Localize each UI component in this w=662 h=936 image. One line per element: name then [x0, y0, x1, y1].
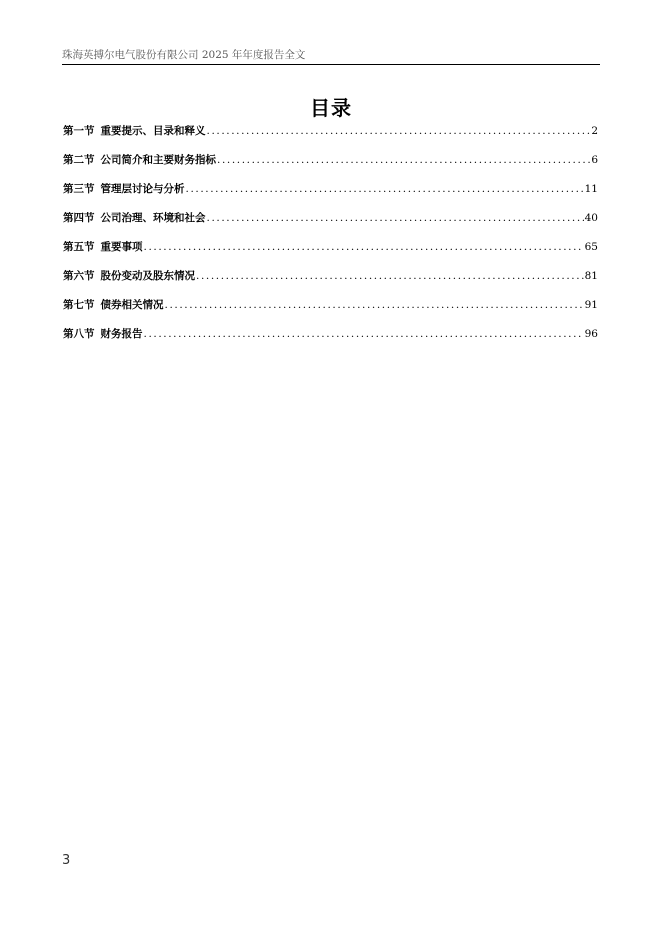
toc-page-number: 40 — [584, 212, 598, 224]
table-of-contents — [63, 123, 598, 355]
toc-entry[interactable] — [63, 268, 598, 297]
toc-page-number: 6 — [591, 154, 598, 166]
toc-dot-leader — [196, 270, 584, 282]
toc-dot-leader — [207, 212, 584, 224]
toc-dot-leader — [186, 183, 584, 195]
toc-entry[interactable] — [63, 297, 598, 326]
toc-page-number: 91 — [584, 299, 598, 311]
toc-entry[interactable] — [63, 123, 598, 152]
toc-entry-title: 财务报告 — [100, 328, 143, 340]
toc-entry[interactable] — [63, 152, 598, 181]
toc-entry-title: 债券相关情况 — [100, 299, 164, 311]
toc-entry-title: 公司治理、环境和社会 — [100, 212, 206, 224]
toc-section-label: 第六节 — [63, 270, 95, 282]
toc-entry-title: 重要事项 — [100, 241, 143, 253]
toc-dot-leader — [144, 241, 584, 253]
toc-dot-leader — [217, 154, 590, 166]
toc-entry-title: 重要提示、目录和释义 — [100, 125, 206, 137]
toc-page-number: 96 — [584, 328, 598, 340]
toc-dot-leader — [165, 299, 584, 311]
toc-page-number: 2 — [591, 125, 598, 137]
toc-section-label: 第二节 — [63, 154, 95, 166]
toc-section-label: 第八节 — [63, 328, 95, 340]
header-text: 珠海英搏尔电气股份有限公司 2025 年年度报告全文 — [62, 49, 306, 61]
toc-entry[interactable] — [63, 210, 598, 239]
toc-section-label: 第五节 — [63, 241, 95, 253]
toc-page-number: 81 — [584, 270, 598, 282]
toc-entry[interactable] — [63, 239, 598, 268]
toc-entry-title: 管理层讨论与分析 — [100, 183, 185, 195]
toc-dot-leader — [144, 328, 584, 340]
page-title: 目录 — [310, 96, 352, 120]
toc-entry-title: 公司简介和主要财务指标 — [100, 154, 216, 166]
toc-page-number: 11 — [584, 183, 598, 195]
page-footer-number: 3 — [62, 853, 71, 868]
toc-section-label: 第四节 — [63, 212, 95, 224]
toc-entry-title: 股份变动及股东情况 — [100, 270, 195, 282]
toc-section-label: 第一节 — [63, 125, 95, 137]
toc-dot-leader — [207, 125, 591, 137]
toc-section-label: 第七节 — [63, 299, 95, 311]
toc-entry[interactable] — [63, 181, 598, 210]
toc-entry[interactable] — [63, 326, 598, 355]
toc-section-label: 第三节 — [63, 183, 95, 195]
page-header — [62, 46, 600, 65]
toc-page-number: 65 — [584, 241, 598, 253]
